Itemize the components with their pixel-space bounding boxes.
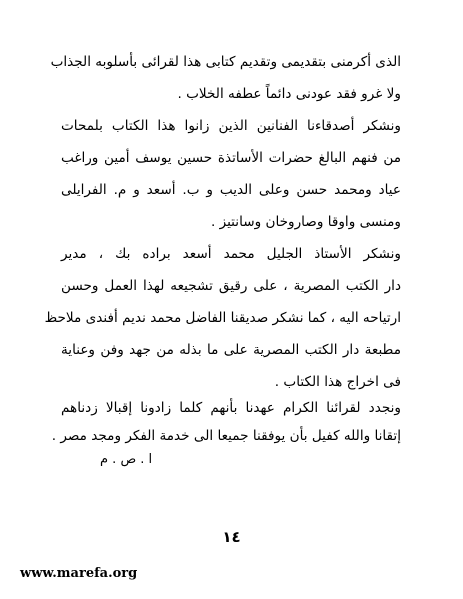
body-line-5: عياد ومحمد حسن وعلى الديب و ب. أسعد و م. الفرايلى (61, 182, 401, 198)
body-line-11: فى اخراج هذا الكتاب . (274, 374, 401, 390)
body-line-10: مطبعة دار الكتب المصرية على ما بذله من جهد وفن وعناية (61, 342, 401, 358)
body-line-1: الذى أكرمنى بتقديمى وتقديم كتابى هذا لقرائى بأسلوبه الجذاب (50, 54, 401, 70)
body-line-2: ولا غرو فقد عودنى دائماً عطفه الخلاب . (177, 86, 401, 102)
body-line-12: ونجدد لقرائنا الكرام عهدنا بأنهم كلما زادونا إقبالا زدناهم (61, 400, 401, 416)
page-number: ١٤ (222, 528, 241, 546)
body-line-4: من فنهم البالغ حضرات الأساتذة حسين يوسف أمين وراغب (61, 150, 401, 166)
website-watermark: www.marefa.org (20, 566, 138, 581)
body-line-13: إتقانا والله كفيل بأن يوفقنا جميعا الى خدمة الفكر ومجد مصر . (51, 428, 401, 444)
body-line-8: دار الكتب المصرية ، على رقيق تشجيعه لهذا العمل وحسن (61, 278, 401, 294)
body-line-6: ومنسى واوقا وصاروخان وسانتيز . (210, 214, 401, 230)
author-initials: ا . ص . م (100, 452, 153, 467)
body-line-9: ارتياحه اليه ، كما نشكر صديقنا الفاضل محمد نديم أفندى ملاحظ (44, 310, 401, 326)
body-line-7: ونشكر الأستاذ الجليل محمد أسعد براده بك ، مدير (61, 246, 401, 262)
body-line-3: ونشكر أصدقاءنا الفنانين الذين زانوا هذا الكتاب بلمحات (61, 118, 401, 134)
